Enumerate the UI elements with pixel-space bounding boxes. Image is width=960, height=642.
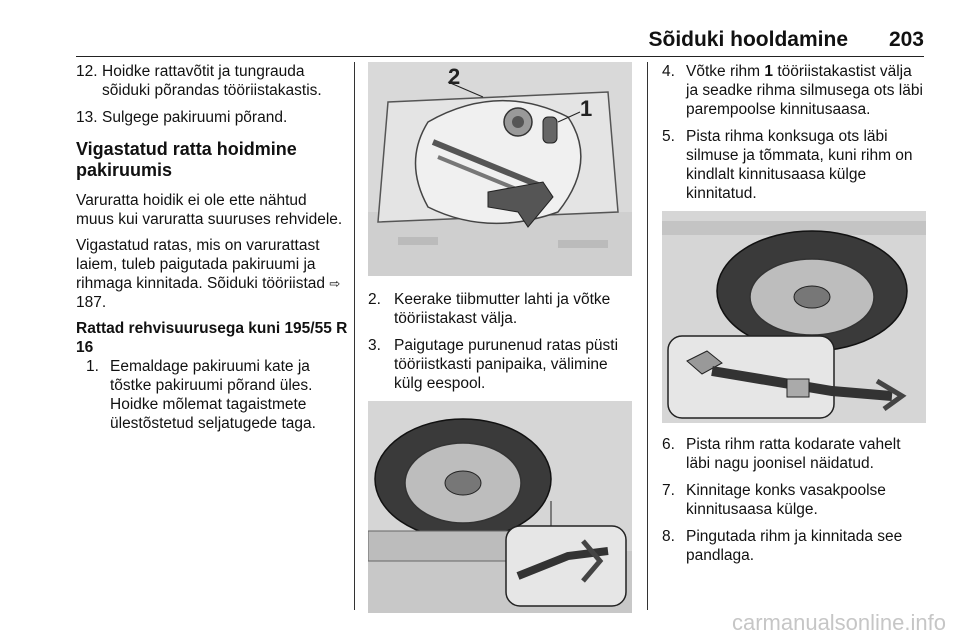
page-reference-icon: ⇨: [329, 276, 341, 291]
paragraph-2: Vigastatud ratas, mis on varurattast laiem, tuleb paigutada pakiruumi ja rihmaga kinnitada. Sõiduki tööriistad ⇨ 187.: [76, 237, 341, 311]
header-rule: [76, 56, 924, 57]
step-8: 8. Pingutada rihm ja kinnitada see pandlaga.: [662, 528, 903, 564]
watermark: carmanualsonline.info: [731, 610, 946, 635]
column-divider-right: [647, 62, 648, 610]
toolbox-figure: [368, 62, 632, 276]
section-title: Sõiduki hooldamine: [648, 28, 848, 51]
column-2: [368, 62, 632, 613]
column-divider-left: [354, 62, 355, 610]
page-reference-link[interactable]: 187.: [76, 294, 107, 311]
step-5: 5. Pista rihma konksuga ots läbi silmuse ja tõmmata, kuni rihm on kindlalt kinnitusaasa külge kinnitatud.: [662, 128, 913, 202]
section-heading: Vigastatud ratta hoidmine pakiruumis: [76, 139, 297, 180]
paragraph-1: Varuratta hoidik ei ole ette nähtud muus kui varuratta suuruses rehvidele.: [76, 192, 343, 228]
wheel-upright-figure: [368, 401, 632, 613]
strap-figure: [662, 211, 926, 423]
figure-label-1: 1: [580, 96, 593, 121]
column-1: [76, 62, 348, 441]
step-7: 7. Kinnitage konks vasakpoolse kinnitusaasa külge.: [662, 482, 886, 518]
step-4: 4. Võtke rihm 1 tööriistakastist välja ja seadke rihma silmusega ots läbi parempoolse kinnitusaasa.: [662, 63, 923, 118]
step-13: 13. Sulgege pakiruumi põrand.: [76, 109, 288, 126]
subheading: Rattad rehvisuurusega kuni 195/55 R 16: [76, 320, 348, 356]
page-number: 203: [888, 28, 924, 51]
step-12: 12. Hoidke rattavõtit ja tungrauda sõiduki põrandas tööriistakastis.: [76, 63, 322, 99]
step-2: 2. Keerake tiibmutter lahti ja võtke tööriistakast välja.: [368, 291, 611, 327]
step-6: 6. Pista rihm ratta kodarate vahelt läbi nagu joonisel näidatud.: [662, 436, 901, 472]
figure-label-2: 2: [448, 64, 461, 89]
step-1: 1. Eemaldage pakiruumi kate ja tõstke pakiruumi põrand üles. Hoidke mõlemat tagaistmete ülestõstetud seljatugede taga.: [86, 358, 316, 432]
page-header: [76, 26, 924, 52]
step-3: 3. Paigutage purunenud ratas püsti tööriistkasti panipaika, välimine külg eespool.: [368, 337, 619, 392]
column-3: [662, 62, 926, 573]
